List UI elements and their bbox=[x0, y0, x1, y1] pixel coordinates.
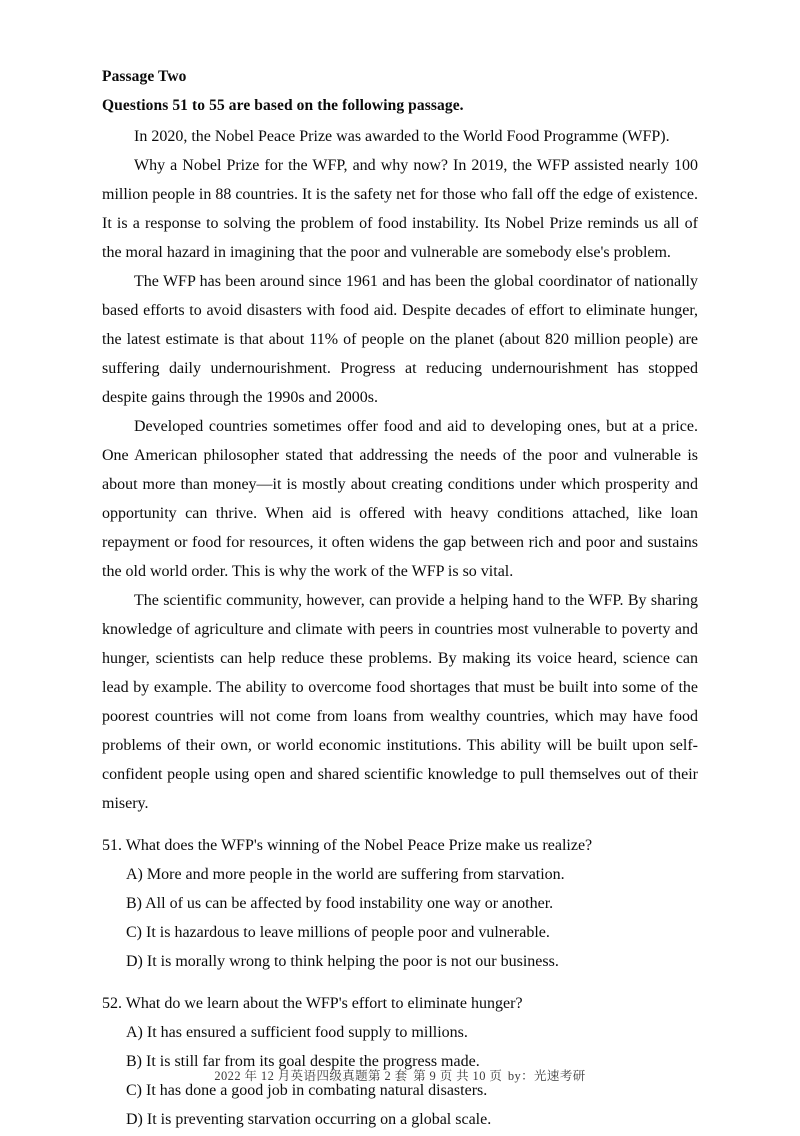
question-stem: 51. What does the WFP's winning of the Nobel Peace Prize make us realize? bbox=[102, 837, 593, 854]
passage-instruction: Questions 51 to 55 are based on the following passage. bbox=[102, 97, 464, 114]
question-option-c[interactable]: C) It is hazardous to leave millions of people poor and vulnerable. bbox=[126, 924, 550, 941]
passage-paragraph: In 2020, the Nobel Peace Prize was awarded to the World Food Programme (WFP). bbox=[134, 128, 670, 145]
question-option-d[interactable]: D) It is morally wrong to think helping the poor is not our business. bbox=[126, 953, 559, 970]
page-content bbox=[102, 62, 698, 1134]
page-footer bbox=[0, 1066, 800, 1086]
passage-section-label: Passage Two bbox=[102, 68, 187, 85]
question-option-c[interactable]: C) It has done a good job in combating natural disasters. bbox=[126, 1082, 488, 1099]
question-block-51 bbox=[102, 831, 698, 976]
passage-paragraph: Why a Nobel Prize for the WFP, and why now? In 2019, the WFP assisted nearly 100 million people in 88 countries. It is the safety net for those who fall off the edge of existence. It is a response to solving the problem of food instability. Its Nobel Prize reminds us all of the moral hazard in imagining that the poor and vulnerable are somebody else's problem. bbox=[102, 157, 698, 261]
footer-page-info: 第 9 页 共 10 页 bbox=[413, 1069, 503, 1083]
question-option-b[interactable]: B) All of us can be affected by food instability one way or another. bbox=[126, 895, 554, 912]
footer-exam-info: 2022 年 12 月英语四级真题第 2 套 bbox=[214, 1069, 408, 1083]
question-stem: 52. What do we learn about the WFP's effort to eliminate hunger? bbox=[102, 995, 523, 1012]
question-option-d[interactable]: D) It is preventing starvation occurring on a global scale. bbox=[126, 1111, 492, 1128]
question-option-a[interactable]: A) It has ensured a sufficient food supply to millions. bbox=[126, 1024, 468, 1041]
passage-paragraph: The scientific community, however, can provide a helping hand to the WFP. By sharing knowledge of agriculture and climate with peers in countries most vulnerable to poverty and hunger, scientists can help reduce these problems. By making its voice heard, science can lead by example. The ability to overcome food shortages that must be built into some of the poorest countries will not come from loans from wealthy countries, which may have food problems of their own, or world economic institutions. This ability will be built upon self-confident people using open and shared scientific knowledge to pull themselves out of their misery. bbox=[102, 592, 698, 812]
question-option-b[interactable]: B) It is still far from its goal despite the progress made. bbox=[126, 1053, 480, 1070]
passage-paragraph: The WFP has been around since 1961 and has been the global coordinator of nationally based efforts to avoid disasters with food aid. Despite decades of effort to eliminate hunger, the latest estimate is that about 11% of people on the planet (about 820 million people) are suffering daily undernourishment. Progress at reducing undernourishment has stopped despite gains through the 1990s and 2000s. bbox=[102, 273, 698, 406]
passage-paragraph: Developed countries sometimes offer food and aid to developing ones, but at a price. One American philosopher stated that addressing the needs of the poor and vulnerable is about more than money—it is mostly about creating conditions under which prosperity and opportunity can thrive. When aid is offered with heavy conditions attached, like loan repayment or food for resources, it often widens the gap between rich and poor and sustains the old world order. This is why the work of the WFP is so vital. bbox=[102, 418, 698, 580]
question-block-52 bbox=[102, 989, 698, 1134]
question-option-a[interactable]: A) More and more people in the world are suffering from starvation. bbox=[126, 866, 565, 883]
footer-credit: by：光速考研 bbox=[507, 1069, 586, 1083]
